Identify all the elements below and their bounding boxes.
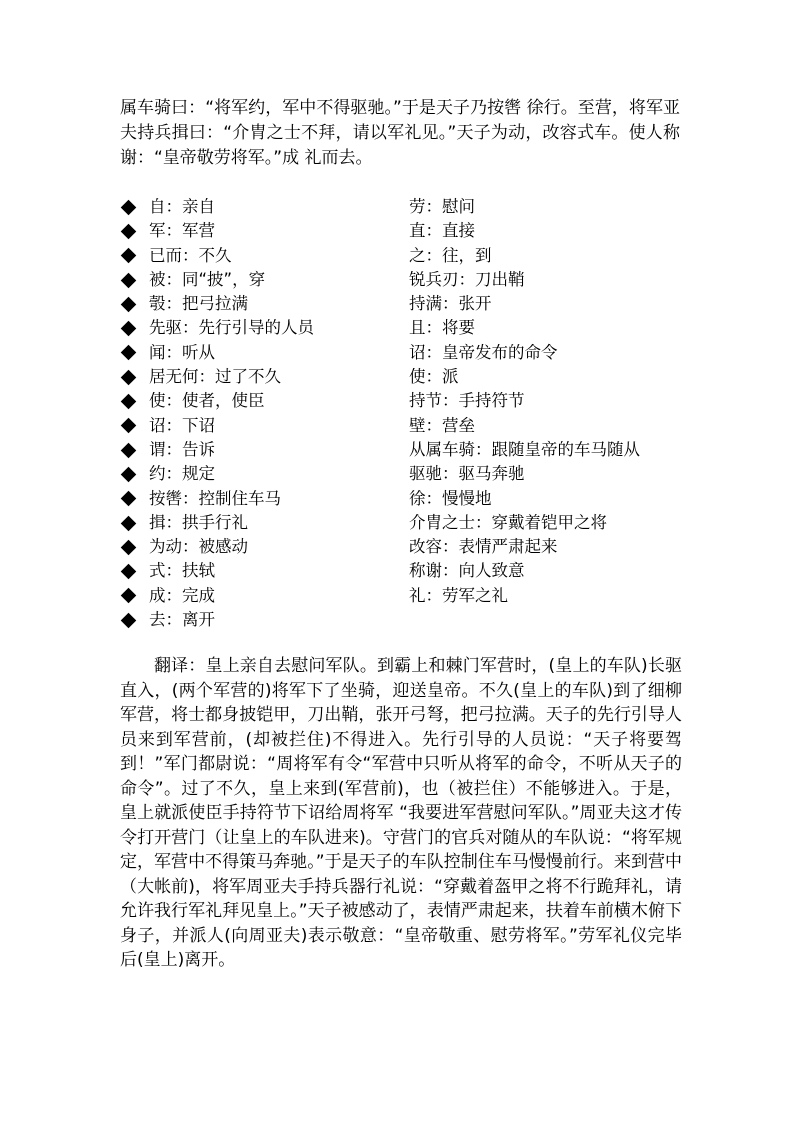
glossary-item (120, 316, 314, 340)
glossary-item (120, 244, 314, 268)
diamond-bullet-icon (121, 272, 137, 288)
glossary-term: 揖：拱手行礼 (149, 512, 248, 532)
glossary-item (120, 195, 314, 219)
diamond-bullet-icon (121, 369, 137, 385)
glossary-item: 之：往，到 (409, 245, 492, 265)
glossary-item: 壁：营垒 (409, 415, 475, 435)
diamond-bullet-icon (121, 612, 137, 628)
intro-text: 属车骑曰：“将军约，军中不得驱驰。”于是天子乃按辔 徐行。至营，将军亚夫持兵揖曰：“介胄之士不拜，请以军礼见。”天子为动，改容式车。使人称谢：“皇帝敬劳将军。”成 礼而去。 (120, 98, 680, 168)
glossary-item: 直：直接 (409, 221, 475, 241)
diamond-bullet-icon (121, 588, 137, 604)
glossary-term: 彀：把弓拉满 (149, 294, 248, 314)
diamond-bullet-icon (121, 297, 137, 313)
glossary-item (120, 341, 314, 365)
glossary-term: 已而：不久 (149, 245, 232, 265)
diamond-bullet-icon (121, 467, 137, 483)
glossary-item: 诏：皇帝发布的命令 (409, 342, 558, 362)
translation-paragraph (120, 654, 682, 973)
diamond-bullet-icon (121, 224, 137, 240)
glossary-item (120, 438, 314, 462)
glossary-item (120, 608, 314, 632)
glossary-item: 称谢：向人致意 (409, 561, 525, 581)
glossary-term: 谓：告诉 (149, 439, 215, 459)
intro-paragraph (120, 96, 680, 171)
glossary-term: 去：离开 (149, 610, 215, 630)
glossary-item: 徐：慢慢地 (409, 488, 492, 508)
glossary-item: 礼：劳军之礼 (409, 585, 508, 605)
glossary-term: 成：完成 (149, 585, 215, 605)
glossary-term: 闻：听从 (149, 342, 215, 362)
glossary-term: 自：亲自 (149, 197, 215, 216)
glossary-item (120, 268, 314, 292)
glossary-term: 为动：被感动 (149, 537, 248, 557)
diamond-bullet-icon (121, 199, 137, 215)
glossary-item (120, 414, 314, 438)
glossary-item: 介胄之士：穿戴着铠甲之将 (409, 512, 607, 532)
glossary-term: 式：扶轼 (149, 561, 215, 581)
glossary-term: 先驱：先行引导的人员 (149, 318, 314, 338)
glossary-left-column (120, 195, 314, 632)
diamond-bullet-icon (121, 540, 137, 556)
diamond-bullet-icon (121, 491, 137, 507)
glossary-term: 诏：下诏 (149, 415, 215, 435)
glossary-item (120, 559, 314, 583)
glossary-item: 从属车骑：跟随皇帝的车马随从 (409, 439, 640, 459)
diamond-bullet-icon (121, 394, 137, 410)
glossary-item (120, 365, 314, 389)
glossary-item: 持满：张开 (409, 294, 492, 314)
glossary-item (120, 462, 314, 486)
glossary-term: 约：规定 (149, 464, 215, 484)
glossary-item (120, 511, 314, 535)
diamond-bullet-icon (121, 248, 137, 264)
diamond-bullet-icon (121, 345, 137, 361)
glossary-item (120, 389, 314, 413)
glossary-item: 持节：手持符节 (409, 391, 525, 411)
diamond-bullet-icon (121, 442, 137, 458)
diamond-bullet-icon (121, 515, 137, 531)
glossary-item (120, 535, 314, 559)
glossary-term: 使：使者，使臣 (149, 391, 265, 411)
glossary-item: 劳：慰问 (409, 197, 475, 216)
glossary-item: 使：派 (409, 367, 459, 387)
glossary-term: 被：同“披”，穿 (149, 269, 266, 289)
glossary-item: 且：将要 (409, 318, 475, 338)
glossary-item (120, 487, 314, 511)
glossary-right-column (409, 195, 640, 608)
translation-text: 翻译：皇上亲自去慰问军队。到霸上和棘门军营时，(皇上的车队)长驱直入，(两个军营的)将军下了坐骑，迎送皇帝。不久(皇上的车队)到了细柳军营，将士都身披铠甲，刀出鞘，张开弓弩，把弓拉满。天子的先行引导人员来到军营前，(却被拦住)不得进入。先行引导的人员说：“天子将要驾到！”军门都尉说：“周将军有令“军营中只听从将军的命令，不听从天子的命令”。过了不久，皇上来到(军营前)，也（被拦住）不能够进入。于是，皇上就派使臣手持符节下诏给周将军 “我要进军营慰问军队。”周亚夫这才传令打开营门（让皇上的车队进来)。守营门的官兵对随从的车队说：“将军规定，军营中不得策马奔驰。”于是天子的车队控制住车马慢慢前行。来到营中（大帐前)，将军周亚夫手持兵器行礼说：“穿戴着盔甲之将不行跪拜礼，请允许我行军礼拜见皇上。”天子被感动了，表情严肃起来，扶着车前横木俯下身子，并派人(向周亚夫)表示敬意：“皇帝敬重、慰劳将军。”劳军礼仪完毕后(皇上)离开。 (120, 656, 682, 970)
glossary-item (120, 219, 314, 243)
glossary-term: 军：军营 (149, 221, 215, 241)
glossary-term: 按辔：控制住车马 (149, 488, 281, 508)
glossary-item: 锐兵刃：刀出鞘 (409, 269, 525, 289)
diamond-bullet-icon (121, 418, 137, 434)
diamond-bullet-icon (121, 564, 137, 580)
glossary-item (120, 292, 314, 316)
diamond-bullet-icon (121, 321, 137, 337)
glossary-item: 驱驰：驱马奔驰 (409, 464, 525, 484)
glossary-item (120, 584, 314, 608)
glossary-term: 居无何：过了不久 (149, 367, 281, 387)
glossary-item: 改容：表情严肃起来 (409, 537, 558, 557)
